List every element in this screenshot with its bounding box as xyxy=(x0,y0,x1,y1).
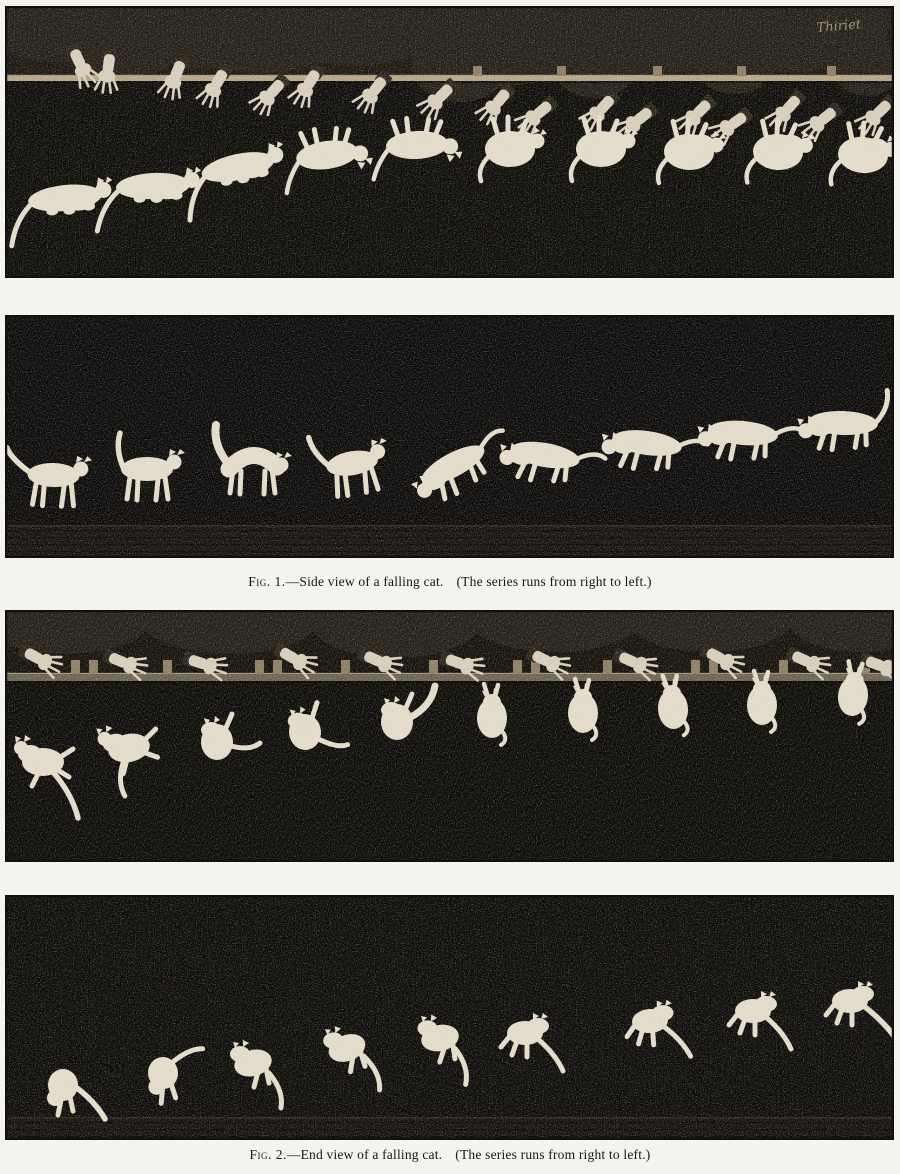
fig1-title: —Side view of a falling cat. xyxy=(285,574,444,589)
fig2-release-strip-photo xyxy=(5,610,894,862)
fig1-note: (The series runs from right to left.) xyxy=(456,574,652,589)
fig2-descent-strip-photo xyxy=(5,895,894,1140)
fig1-release-strip-photo xyxy=(5,6,894,278)
fig2-title: —End view of a falling cat. xyxy=(286,1147,443,1162)
engraver-signature: Thiriet xyxy=(816,17,862,36)
fig2-note: (The series runs from right to left.) xyxy=(455,1147,651,1162)
fig2-caption xyxy=(0,1147,900,1163)
fig1-label: Fig. 1. xyxy=(248,574,286,589)
fig1-caption xyxy=(0,574,900,590)
fig2-label: Fig. 2. xyxy=(249,1147,287,1162)
fig1-descent-strip-photo xyxy=(5,315,894,558)
